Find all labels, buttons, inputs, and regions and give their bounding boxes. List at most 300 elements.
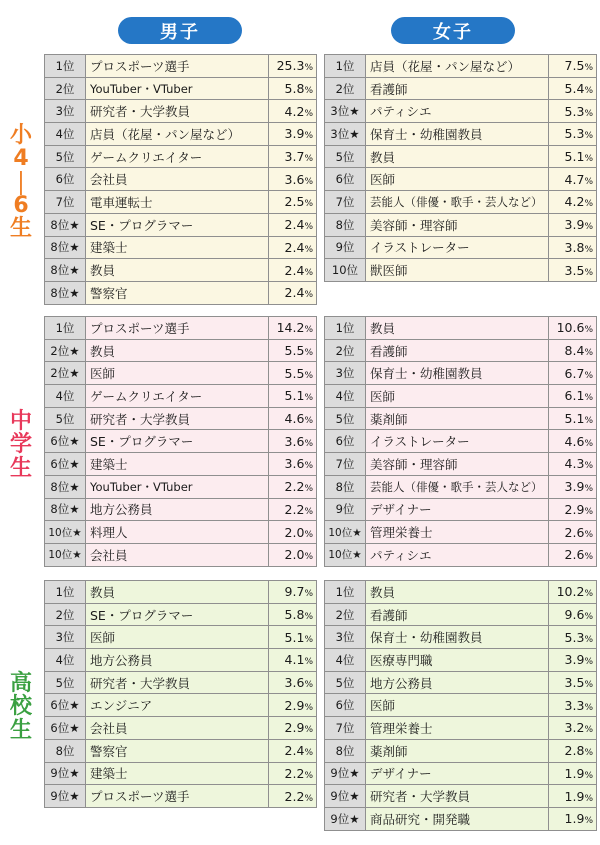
rank-cell: 3位 [45,100,86,123]
group-label [4,410,38,480]
occupation-cell: 美容師・理容師 [366,213,549,236]
percent-value: 3.6 [284,675,305,691]
percent-sign: % [584,154,593,165]
occupation-cell: 医師 [86,626,269,649]
percent-value: 3.9 [564,652,585,668]
rank-cell: 1位 [45,317,86,340]
boys-header: 男子 [118,17,242,44]
girls-ranking-table [324,316,597,567]
percent-value: 10.6 [556,320,585,336]
percent-value: 2.6 [564,547,585,563]
percent-sign: % [584,725,593,736]
occupation-cell: 店員（花屋・パン屋など） [366,55,549,78]
percent-value: 9.6 [564,607,585,623]
occupation-cell: 看護師 [366,77,549,100]
percent-sign: % [304,63,313,74]
occupation-cell: 医師 [366,694,549,717]
percent-sign: % [584,680,593,691]
ranking-row [45,236,317,259]
percent-cell [269,168,317,191]
group-label-char: 学 [9,432,32,458]
occupation-cell: 医療専門職 [366,649,549,672]
rank-cell: 2位★ [45,339,86,362]
rank-cell: 9位 [325,498,366,521]
percent-cell [549,475,597,498]
rank-cell: 2位 [45,603,86,626]
rank-cell: 4位 [45,385,86,408]
rank-cell: 7位 [325,191,366,214]
occupation-cell: 教員 [366,145,549,168]
ranking-row [325,259,597,282]
group-label-char: 生 [9,717,32,743]
percent-value: 2.2 [284,479,305,495]
rank-cell: 5位 [45,407,86,430]
percent-value: 3.9 [284,126,305,142]
rank-cell: 10位★ [325,543,366,566]
occupation-cell: 教員 [86,339,269,362]
occupation-cell: 会社員 [86,168,269,191]
percent-value: 5.1 [284,629,305,645]
percent-cell [269,339,317,362]
percent-value: 25.3 [276,58,305,74]
percent-cell [269,317,317,340]
percent-value: 14.2 [276,320,305,336]
percent-cell [269,785,317,808]
percent-sign: % [584,108,593,119]
percent-cell [269,453,317,476]
ranking-row [45,191,317,214]
percent-sign: % [584,793,593,804]
percent-value: 5.3 [564,126,585,142]
percent-value: 5.1 [564,149,585,165]
ranking-row [45,521,317,544]
percent-cell [549,123,597,146]
rank-cell: 3位★ [325,100,366,123]
percent-cell [269,717,317,740]
percent-value: 2.4 [284,262,305,278]
percent-value: 8.4 [564,343,585,359]
ranking-row [325,236,597,259]
occupation-cell: 警察官 [86,739,269,762]
percent-cell [269,191,317,214]
ranking-row [45,649,317,672]
ranking-row [325,475,597,498]
rank-cell: 9位 [325,236,366,259]
rank-cell: 4位 [325,649,366,672]
percent-value: 5.1 [564,411,585,427]
percent-cell [549,317,597,340]
percent-value: 2.4 [284,239,305,255]
percent-value: 2.2 [284,765,305,781]
ranking-row [325,145,597,168]
percent-cell [269,649,317,672]
percent-value: 3.8 [564,239,585,255]
occupation-cell: デザイナー [366,498,549,521]
percent-sign: % [584,267,593,278]
rank-cell: 1位 [325,581,366,604]
percent-sign: % [584,589,593,600]
percent-sign: % [584,176,593,187]
percent-cell [549,362,597,385]
ranking-row [325,543,597,566]
rank-cell: 6位★ [45,694,86,717]
percent-sign: % [304,793,313,804]
percent-value: 2.5 [284,194,305,210]
percent-sign: % [584,529,593,540]
percent-sign: % [304,131,313,142]
ranking-row [45,581,317,604]
percent-value: 4.1 [284,652,305,668]
percent-cell [269,430,317,453]
occupation-cell: 薬剤師 [366,407,549,430]
rank-cell: 8位 [325,739,366,762]
rank-cell: 6位 [325,694,366,717]
boys-ranking-table [44,54,317,305]
percent-sign: % [304,589,313,600]
percent-sign: % [304,529,313,540]
occupation-cell: 医師 [86,362,269,385]
occupation-cell: プロスポーツ選手 [86,317,269,340]
percent-sign: % [584,461,593,472]
percent-value: 4.3 [564,456,585,472]
percent-cell [549,626,597,649]
occupation-cell: 保育士・幼稚園教員 [366,123,549,146]
rank-cell: 10位★ [325,521,366,544]
percent-cell [269,55,317,78]
percent-sign: % [304,484,313,495]
ranking-row [325,213,597,236]
percent-value: 2.4 [284,217,305,233]
ranking-row [325,649,597,672]
rank-cell: 5位 [325,671,366,694]
percent-cell [269,407,317,430]
percent-cell [269,213,317,236]
occupation-cell: 医師 [366,385,549,408]
percent-sign: % [304,634,313,645]
ranking-row [45,717,317,740]
percent-value: 3.9 [564,217,585,233]
rank-cell: 9位★ [45,785,86,808]
percent-sign: % [304,86,313,97]
ranking-row [325,55,597,78]
percent-sign: % [584,657,593,668]
ranking-row [325,807,597,830]
occupation-cell: 美容師・理容師 [366,453,549,476]
percent-cell [549,55,597,78]
ranking-row [325,739,597,762]
percent-value: 3.3 [564,697,585,713]
rank-cell: 7位 [325,717,366,740]
rank-cell: 2位★ [45,362,86,385]
ranking-row [325,762,597,785]
percent-value: 5.3 [564,103,585,119]
percent-value: 2.4 [284,285,305,301]
ranking-row [325,362,597,385]
ranking-row [45,626,317,649]
ranking-row [45,453,317,476]
ranking-row [325,123,597,146]
percent-value: 5.8 [284,81,305,97]
percent-cell [269,626,317,649]
ranking-row [325,603,597,626]
percent-value: 10.2 [556,584,585,600]
percent-sign: % [304,552,313,563]
percent-sign: % [584,348,593,359]
occupation-cell: ゲームクリエイター [86,145,269,168]
percent-cell [269,123,317,146]
ranking-row [45,475,317,498]
percent-cell [549,100,597,123]
ranking-row [325,339,597,362]
group-label [4,124,38,241]
rank-cell: 5位 [45,145,86,168]
group-label-char: 校 [9,694,32,720]
percent-cell [549,603,597,626]
ranking-row [45,339,317,362]
ranking-row [45,385,317,408]
rank-cell: 6位 [45,168,86,191]
rank-cell: 7位 [45,191,86,214]
percent-sign: % [304,461,313,472]
occupation-cell: 教員 [86,259,269,282]
percent-cell [549,581,597,604]
rank-cell: 6位★ [45,453,86,476]
percent-cell [269,281,317,304]
percent-value: 1.9 [564,788,585,804]
ranking-row [45,362,317,385]
ranking-row [45,671,317,694]
ranking-row [325,671,597,694]
percent-cell [269,498,317,521]
percent-value: 5.1 [284,388,305,404]
percent-cell [549,453,597,476]
percent-cell [269,603,317,626]
ranking-row [325,694,597,717]
ranking-row [45,145,317,168]
percent-sign: % [304,748,313,759]
occupation-cell: YouTuber・VTuber [86,475,269,498]
percent-cell [549,77,597,100]
percent-sign: % [304,290,313,301]
rank-cell: 8位 [45,739,86,762]
rank-cell: 4位 [45,123,86,146]
percent-cell [549,236,597,259]
rank-cell: 8位★ [45,213,86,236]
percent-sign: % [584,612,593,623]
percent-sign: % [304,108,313,119]
percent-sign: % [304,416,313,427]
percent-sign: % [304,393,313,404]
percent-value: 4.6 [564,433,585,449]
percent-sign: % [304,222,313,233]
percent-cell [549,168,597,191]
rank-cell: 1位 [45,55,86,78]
percent-sign: % [304,325,313,336]
percent-cell [269,259,317,282]
rank-cell: 6位 [325,430,366,453]
occupation-cell: 看護師 [366,603,549,626]
percent-value: 5.5 [284,343,305,359]
percent-value: 5.3 [564,629,585,645]
occupation-cell: 研究者・大学教員 [86,100,269,123]
occupation-cell: 地方公務員 [86,649,269,672]
percent-cell [549,521,597,544]
ranking-row [325,407,597,430]
group-label-char: 6 [13,192,29,218]
boys-ranking-table [44,580,317,808]
percent-sign: % [584,438,593,449]
percent-cell [549,762,597,785]
percent-sign: % [304,702,313,713]
occupation-cell: 地方公務員 [366,671,549,694]
percent-value: 2.0 [284,547,305,563]
occupation-cell: 商品研究・開発職 [366,807,549,830]
occupation-cell: イラストレーター [366,430,549,453]
percent-cell [549,145,597,168]
occupation-cell: 芸能人（俳優・歌手・芸人など） [366,191,549,214]
ranking-row [325,498,597,521]
occupation-cell: プロスポーツ選手 [86,785,269,808]
percent-cell [269,671,317,694]
rank-cell: 5位 [45,671,86,694]
occupation-cell: 建築士 [86,236,269,259]
percent-cell [549,543,597,566]
group-label-char: 生 [9,455,32,481]
rank-cell: 1位 [45,581,86,604]
percent-sign: % [584,634,593,645]
rank-cell: 8位★ [45,498,86,521]
ranking-row [45,259,317,282]
occupation-cell: 料理人 [86,521,269,544]
percent-sign: % [304,657,313,668]
occupation-cell: エンジニア [86,694,269,717]
occupation-cell: 警察官 [86,281,269,304]
rank-cell: 10位★ [45,543,86,566]
percent-cell [269,100,317,123]
occupation-cell: 地方公務員 [86,498,269,521]
ranking-row [325,430,597,453]
percent-cell [549,807,597,830]
rank-cell: 8位★ [45,259,86,282]
percent-value: 2.8 [564,743,585,759]
percent-cell [269,739,317,762]
percent-value: 3.2 [564,720,585,736]
percent-value: 5.5 [284,365,305,381]
occupation-cell: YouTuber・VTuber [86,77,269,100]
occupation-cell: 管理栄養士 [366,717,549,740]
percent-cell [269,236,317,259]
occupation-cell: 教員 [366,581,549,604]
occupation-cell: 教員 [86,581,269,604]
girls-header: 女子 [391,17,515,44]
occupation-cell: パティシエ [366,543,549,566]
rank-cell: 10位 [325,259,366,282]
percent-cell [549,407,597,430]
percent-cell [549,498,597,521]
rank-cell: 9位★ [325,762,366,785]
percent-sign: % [304,176,313,187]
occupation-cell: 会社員 [86,543,269,566]
percent-cell [269,762,317,785]
percent-sign: % [584,770,593,781]
percent-cell [549,671,597,694]
percent-sign: % [304,244,313,255]
rank-cell: 3位 [45,626,86,649]
rank-cell: 5位 [325,145,366,168]
group-label-char: 中 [9,409,32,434]
percent-value: 2.9 [284,720,305,736]
percent-sign: % [304,199,313,210]
ranking-row [325,581,597,604]
percent-sign: % [584,506,593,517]
rank-cell: 1位 [325,317,366,340]
ranking-row [325,785,597,808]
occupation-cell: 建築士 [86,762,269,785]
rank-cell: 8位 [325,475,366,498]
occupation-cell: SE・プログラマー [86,603,269,626]
percent-value: 4.7 [564,171,585,187]
ranking-row [45,543,317,566]
ranking-row [325,317,597,340]
group-label-char: 生 [9,216,32,242]
percent-sign: % [584,416,593,427]
occupation-cell: 会社員 [86,717,269,740]
percent-sign: % [584,816,593,827]
boys-ranking-table [44,316,317,567]
percent-value: 2.6 [564,524,585,540]
occupation-cell: 研究者・大学教員 [86,671,269,694]
ranking-row [45,317,317,340]
rank-cell: 3位 [325,362,366,385]
rank-cell: 3位★ [325,123,366,146]
ranking-row [325,77,597,100]
percent-cell [549,739,597,762]
ranking-row [45,407,317,430]
percent-value: 3.9 [564,479,585,495]
percent-value: 3.6 [284,171,305,187]
percent-sign: % [304,680,313,691]
ranking-row [325,100,597,123]
percent-value: 2.2 [284,788,305,804]
occupation-cell: 保育士・幼稚園教員 [366,362,549,385]
ranking-row [45,739,317,762]
percent-value: 2.9 [564,501,585,517]
rank-cell: 4位 [325,385,366,408]
percent-cell [269,521,317,544]
group-label [4,672,38,742]
rank-cell: 7位 [325,453,366,476]
percent-sign: % [584,702,593,713]
percent-cell [269,694,317,717]
ranking-row [45,281,317,304]
occupation-cell: 研究者・大学教員 [86,407,269,430]
ranking-row [45,55,317,78]
percent-value: 5.8 [284,607,305,623]
ranking-row [45,498,317,521]
ranking-row [45,100,317,123]
occupation-cell: 獣医師 [366,259,549,282]
rank-cell: 9位★ [325,785,366,808]
rank-cell: 10位★ [45,521,86,544]
percent-value: 2.2 [284,501,305,517]
rank-cell: 8位★ [45,475,86,498]
rank-cell: 2位 [325,603,366,626]
occupation-cell: イラストレーター [366,236,549,259]
ranking-row [45,603,317,626]
percent-sign: % [584,63,593,74]
percent-sign: % [584,222,593,233]
ranking-row [325,191,597,214]
